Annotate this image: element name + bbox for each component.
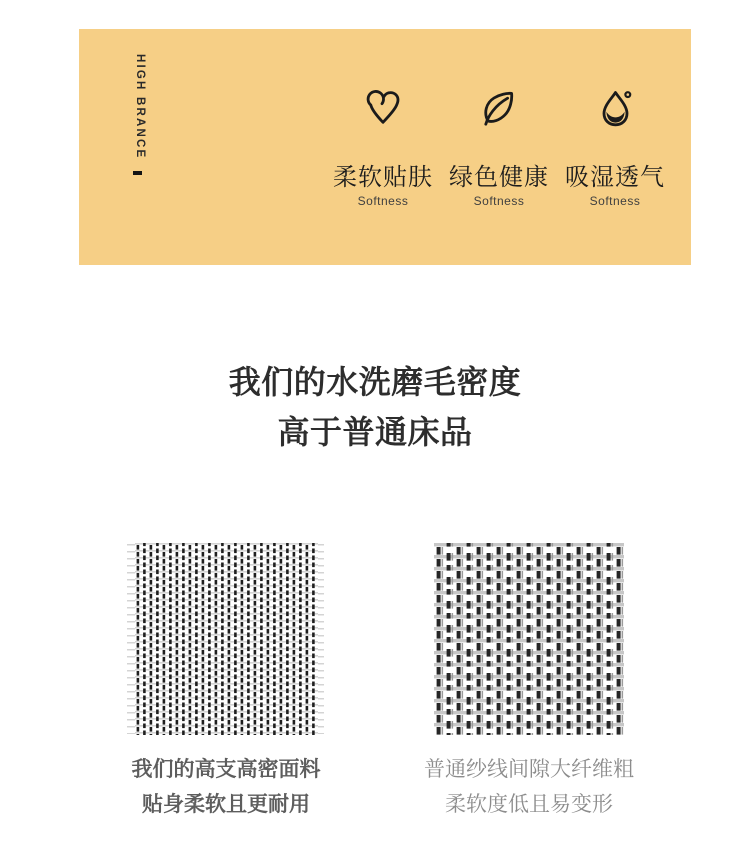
feature-list xyxy=(331,85,667,208)
caption-line: 普通纱线间隙大纤维粗 xyxy=(424,758,634,781)
caption-line: 贴身柔软且更耐用 xyxy=(142,793,310,816)
caption-line: 柔软度低且易变形 xyxy=(445,793,613,816)
brand-dash xyxy=(133,171,142,175)
ordinary-fabric-column xyxy=(419,543,639,822)
fine-weave-swatch xyxy=(135,543,318,735)
feature-green-health xyxy=(447,85,551,208)
feature-label: 柔软贴肤 xyxy=(333,164,433,191)
ordinary-fabric-caption xyxy=(419,752,639,822)
brand-vertical-text: HIGH BRANCE xyxy=(134,54,146,160)
feature-subtitle: Softness xyxy=(589,194,641,208)
our-fabric-caption xyxy=(116,752,336,822)
section-title-line2: 高于普通床品 xyxy=(277,414,473,450)
feature-subtitle: Softness xyxy=(357,194,409,208)
caption-line: 我们的高支高密面料 xyxy=(131,758,321,781)
heart-icon xyxy=(331,85,435,139)
section-title-line1: 我们的水洗磨毛密度 xyxy=(228,364,522,400)
our-fabric-column xyxy=(116,543,336,822)
coarse-weave-swatch xyxy=(434,543,624,735)
water-drop-icon xyxy=(563,85,667,139)
leaf-icon xyxy=(447,85,551,139)
feature-soft-skin xyxy=(331,85,435,208)
promo-banner xyxy=(79,29,691,265)
feature-label: 吸湿透气 xyxy=(565,164,665,191)
feature-breathable xyxy=(563,85,667,208)
section-title xyxy=(0,357,750,457)
feature-label: 绿色健康 xyxy=(449,164,549,191)
feature-subtitle: Softness xyxy=(473,194,525,208)
